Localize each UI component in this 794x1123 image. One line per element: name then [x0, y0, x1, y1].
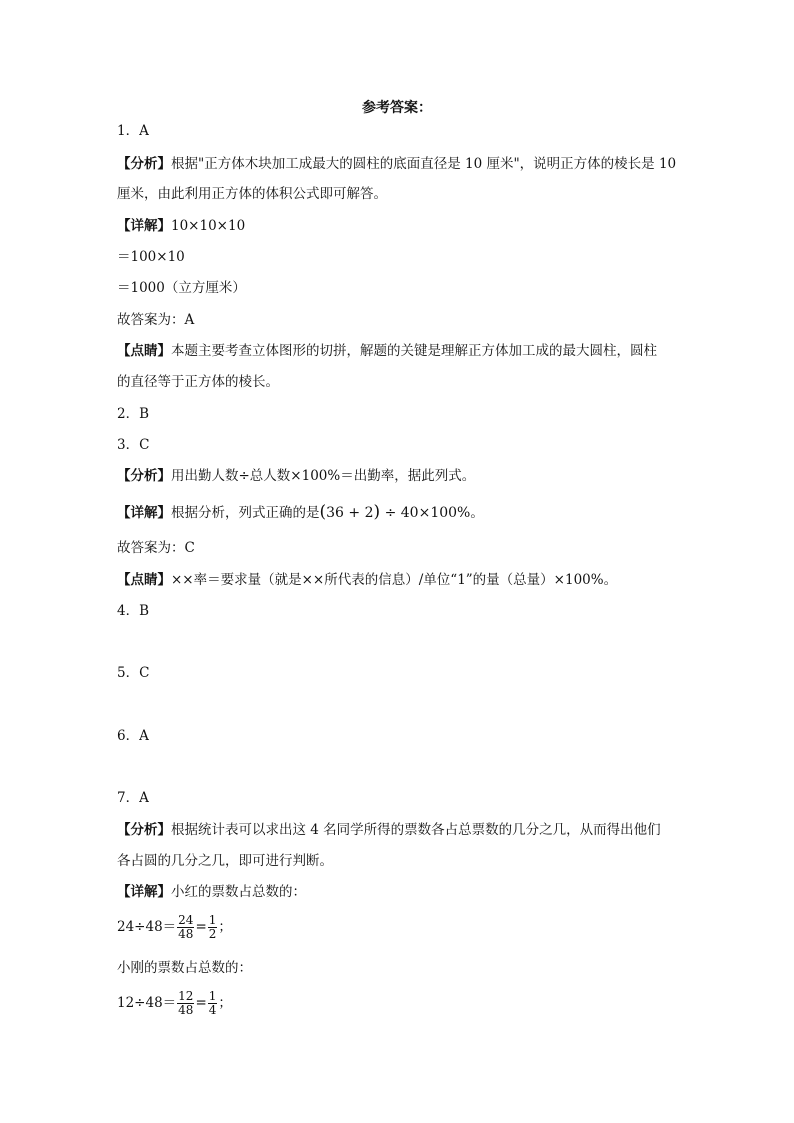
formula-rest: ÷ 40×100% [384, 505, 471, 521]
q7-analysis-line-1 [117, 820, 682, 840]
analysis-tag: 【分析】 [117, 822, 171, 838]
eq2-left: 12÷48＝ [117, 995, 177, 1011]
fraction-numerator: 12 [178, 989, 194, 1003]
eq1-end: ； [218, 919, 232, 935]
formula-open-paren: ( [319, 502, 327, 522]
eq1-left: 24÷48＝ [117, 919, 177, 935]
q3-detail-line [117, 502, 682, 523]
fraction-denominator: 48 [178, 1003, 194, 1017]
q1-comment-line-1 [117, 341, 682, 361]
q3-detail-suffix: 。 [470, 505, 484, 521]
detail-tag: 【详解】 [117, 218, 171, 234]
q1-analysis-line-1 [117, 154, 682, 174]
eq2-equals: = [195, 995, 207, 1011]
q5-number: 5．C [117, 665, 150, 681]
q4-number: 4．B [117, 603, 150, 619]
q7-equation-1 [117, 910, 682, 944]
detail-tag: 【详解】 [117, 884, 171, 900]
q1-detail-text-1: 10×10×10 [171, 218, 246, 234]
eq2-end: ； [218, 995, 232, 1011]
q7-detail-text-1: 小红的票数占总数的： [171, 884, 306, 900]
formula-inner: 36 + 2 [326, 505, 374, 521]
q7-detail-line-1 [117, 882, 682, 902]
q3-detail-prefix: 根据分析，列式正确的是 [171, 505, 320, 521]
q6-number: 6．A [117, 728, 149, 744]
q1-analysis-text-1: 根据"正方体木块加工成最大的圆柱的底面直径是 10 厘米"，说明正方体的棱长是 10 [171, 156, 677, 172]
eq1-equals: = [195, 919, 207, 935]
q3-analysis-line [117, 466, 682, 486]
q3-comment-text: ××率＝要求量（就是××所代表的信息）/单位“1”的量（总量）×100%。 [171, 572, 618, 588]
fraction-12-48 [177, 990, 194, 1017]
fraction-denominator: 48 [178, 927, 194, 941]
q7-equation-2 [117, 986, 682, 1020]
q7-number: 7．A [117, 790, 149, 806]
q3-number: 3．C [117, 437, 150, 453]
q1-answer: 故答案为：A [117, 312, 195, 328]
fraction-denominator: 2 [208, 927, 217, 941]
q3-formula [319, 502, 471, 522]
q1-detail-line-2: ＝100×10 [117, 249, 185, 265]
q3-comment-line [117, 570, 682, 590]
q1-analysis-line-2: 厘米，由此利用正方体的体积公式即可解答。 [117, 186, 387, 202]
q7-analysis-text-1: 根据统计表可以求出这 4 名同学所得的票数各占总票数的几分之几，从而得出他们 [171, 822, 661, 838]
fraction-denominator: 4 [208, 1003, 217, 1017]
q1-comment-line-2: 的直径等于正方体的棱长。 [117, 374, 279, 390]
q7-analysis-line-2: 各占圆的几分之几，即可进行判断。 [117, 853, 333, 869]
detail-tag: 【详解】 [117, 505, 171, 521]
fraction-1-2 [208, 914, 218, 941]
comment-tag: 【点睛】 [117, 572, 171, 588]
q1-comment-text-1: 本题主要考查立体图形的切拼，解题的关键是理解正方体加工成的最大圆柱，圆柱 [171, 343, 657, 359]
formula-close-paren: ) [373, 502, 381, 522]
q1-detail-line-1 [117, 216, 682, 236]
q1-detail-line-3: ＝1000（立方厘米） [117, 280, 246, 296]
analysis-tag: 【分析】 [117, 468, 171, 484]
page-title: 参考答案： [362, 100, 432, 116]
fraction-numerator: 1 [208, 913, 217, 927]
q3-analysis-text: 用出勤人数÷总人数×100%＝出勤率，据此列式。 [171, 468, 476, 484]
q7-detail-line-2: 小刚的票数占总数的： [117, 960, 252, 976]
fraction-24-48 [177, 914, 194, 941]
fraction-1-4 [208, 990, 218, 1017]
analysis-tag: 【分析】 [117, 156, 171, 172]
fraction-numerator: 24 [178, 913, 194, 927]
comment-tag: 【点睛】 [117, 343, 171, 359]
q1-number: 1．A [117, 123, 149, 139]
fraction-numerator: 1 [208, 989, 217, 1003]
q2-number: 2．B [117, 406, 150, 422]
q3-answer: 故答案为：C [117, 540, 195, 556]
